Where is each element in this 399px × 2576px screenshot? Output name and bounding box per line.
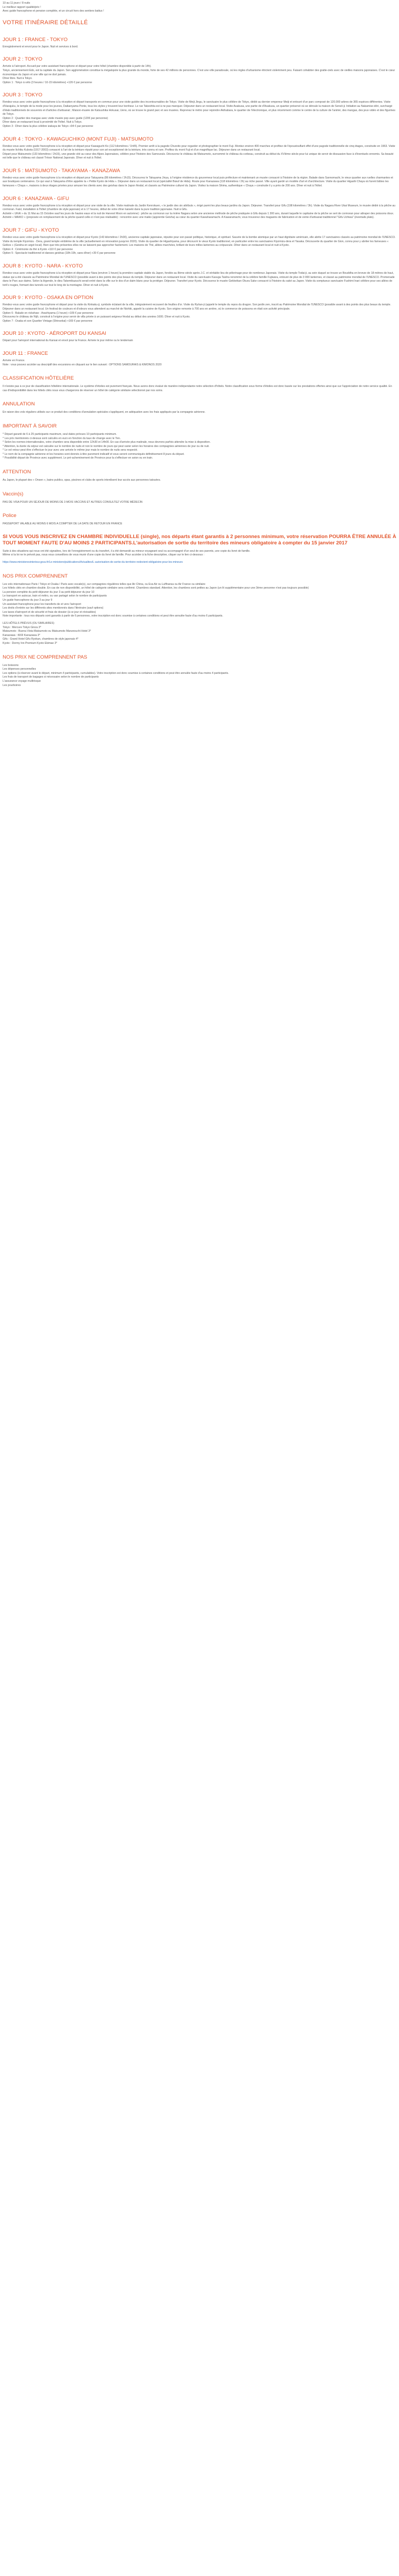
single-room-alert: SI VOUS VOUS INSCRIVEZ EN CHAMBRE INDIVIDUELLE (single), nos départs étant garantis à 2 personnes minimum, votre réservation POURRA ÊTRE ANNULÉE À TOUT MOMENT FAUTE D'AU MOINS 2 PARTICIPANTS.L'autorisation de sortie du territoire des mineurs obligatoire à compter du 15 janvier 2017 [3,533,396,546]
itinerary-title: VOTRE ITINÉRAIRE DÉTAILLÉ [3,19,88,26]
day-title: JOUR 5 : MATSUMOTO - TAKAYAMA - KANAZAWA [3,167,121,174]
inclus-item: Note importante : tous nos départs sont garantis à partir de 6 personnes, votre inscription est donc soumise à certaines conditions et peut être annulée faute d'au moins 6 participants. [3,614,223,618]
day-description: Rendez-vous avec votre guide francophone à la réception et départ transports en commun pour une visite guidée des incontournables de Tokyo. Visite de Meiji Jingu, le sanctuaire le plus célèbre de Tokyo, dédié au dernier empereur Meiji et entouré d'un parc composé de 120.000 arbres de 365 espèces différentes. Visite d'Harajuku, le temple de la mode pour les jeunes, Daikanyama Ponte, tous les styles y trouvent leur bonheur. Le rue Takeshita est à ne pas manquer. Déjeuner dans un restaurant local. Visite Asakusa, une partie de d'Asakusa, un quartier préservé où se déroule la maison de Sensō-ji. Initiation au Nakamise-dōri, surchargé d'étals traditionnels de souvenirs et d'articles d'artisanat ; Maison-musée de Katsushika Hokusai, Ueno, où se trouve le grand parc et ses musées. Reprenez le métro pour rejoindre Akihabara, le quartier de l'électronique, et plus récemment comme le centre de la culture de l'animé, des mangas, des jeux vidéo et des figurines de Tokyo. Option 2 : Quartier des mangas avec visite musée pop avec guide (120€ par personne) Dîner dans un restaurant local à proximité de l'hôtel. Nuit à Tokyo. Option 3 : Dîner dans la plus célèbre izakaya de Tokyo +94 € par personne [3,101,396,128]
alert-body: Suite à des situations qui nous ont été signalées, lors de l'enregistrement ou du transfert, il a été demandé au mineur voyageant seul ou accompagné d'un seul de ses parents, une copie du livret de famille. Même si la loi ne le prévoit pas, nous vous conseillons de vous munir d'une copie du livret de famille. Pour accéder à la fiche descriptive, cliquer sur le lien ci-dessous : [3,549,251,557]
exclus-item: L'assurance voyage multirisque [3,679,41,683]
inclus-item: Un guide francophone du jour 3 au jour 9 [3,599,53,602]
intro-text: Avec guide francophone et pension complète, et un circuit hors des sentiers battus ! [3,9,104,13]
day-description: Arrivée à l'aéroport. Accueil par votre assistant francophone et départ pour votre hôtel (chambre disponible à partir de 14h). Tokyo, anciennement Edo, est la capitale du Japon. Son agglomération constitue la mégalopole la plus grande du monde, forte de ses 42 millions de personnes. C'est une ville paradoxale, où les règles d'urbanisme étrictent violemment peu. Faisant cohabiter des gratte-ciels avec de vieilles maisons japonaises. C'est le cœur économique du Japon et une ville qui ne dort jamais. Dîner libre. Nuit à Tokyo. Option 1 : Tokyo à vélo (3 heures / 10-15 kilomètres) +126 € par personne [3,65,395,84]
important-item: * Selon les normes internationales, votre chambre sera disponible entre 12h30 et 14h00. En cas d'arrivée plus matinale, nous devrons parfois attendre la mise à disposition. [3,441,211,444]
hotels-list [3,626,396,646]
important-title: IMPORTANT À SAVOIR [3,423,57,429]
inclus-item: Les taxes d'aéroport et de sécurité et frais de dossier (à ce jour et révisables) [3,610,96,614]
important-item: * Le vol retour peut être s'effectuer le jour avec une arrivée le même jour mais le nombre de nuits sera respecté. [3,449,138,452]
exclus-item: Les options (à réserver avant le départ, minimum 4 participants, cumulables). Votre inscription est donc soumise à certaines conditions et peut être annulée faute d'au moins 4 participants. [3,671,229,675]
inclus-item: Les hôtels cités en chambre double. En cas de non disponibilité, un hôtel de catégorie similaire sera confirmé. Chambres standard. Attention, les chambres sont petites au Japon (un lit supplémentaire pour une 3ème personne n'est pas toujours possible) [3,586,309,590]
day-description: Départ pour l'aéroport international du Kansai et envol pour la France. Arrivée le jour même ou le lendemain [3,339,133,343]
day-title: JOUR 8 : KYOTO - NARA - KYOTO [3,263,83,269]
exclus-item: Les frais de transport de bagages si nécessaire selon le nombre de participants [3,675,99,679]
intro-block [3,2,396,14]
day-description: Rendez-vous avec votre guide francophone à la réception et départ pour Kyoto (143 kilomètres / 2h30), ancienne capitale japonaise, réputée pour son passé politique, historique, et spirituel. Sauvée de la bombe atomique par un haut dignitaire américain, elle abrite 17 sanctuaires classés au patrimoine mondial de l'UNESCO. Visite du temple Kiyomizu - Dera, grand temple emblème de la ville (actuellement en rénovation jusqu'en 2020). Visite du quartier de Higashiyama, pour découvrir le vieux Kyoto traditionnel, en particulier entre les sanctuaires Kiyomizu-dera et Yasaka. Découverte du quartier de Gion, connu pour y abriter les fameuses « Geikos » (Geisha en argot local). Bien que très présentes elles ne se laissent pas approcher facilement. Les maisons de Thé, allées marchées, brillant de leurs milles lanternes au crépuscule. Dîner dans un restaurant local et nuit à Kyoto. Option 4 : Cérémonie du thé à Kyoto +110 € par personne Option 5 : Spectacle traditionnel et danses geishas (18h-19h, sans dîner) +39 € par personne [3,236,396,255]
exclus-item: Les boissons [3,663,19,667]
inclus-list [3,583,396,619]
hotel-item: Tokyo : Mercure Tokyo Ginza 3* [3,625,42,629]
important-item: * Départ garanti de 6 à 25 participants maximum, seul dates prévues 10 participants minimum. [3,432,117,436]
vaccin-text: PAS DE VISA POUR UN SÉJOUR DE MOINS DE 3 MOIS VACCINS ET AUTRES CONSULTEZ VOTRE MÉDECIN [3,500,143,504]
day-title: JOUR 4 : TOKYO - KAWAGUCHIKO (MONT FUJI) - MATSUMOTO [3,136,154,142]
exclus-item: Les dépenses personnelles [3,668,36,671]
inclus-item: Les droits d'entrée sur les différents sites mentionnés dans l'itinéraire (sauf options) [3,606,104,610]
day-description: Arrivée en France. Note : vous pouvez accéder au descriptif des excursions en cliquant sur le lien suivant : OPTIONS SAMOURAIS & KIMONOS 2020 [3,359,162,366]
vaccin-title: Vaccin(s) [3,491,24,497]
duration-text: 10 au 11 jours / 8 nuits [3,2,31,5]
day-title: JOUR 11 : FRANCE [3,350,48,356]
exclus-title: NOS PRIX NE COMPRENNENT PAS [3,654,87,660]
hotel-item: Kyoto : Dormy Inn Premium Kyoto Ekimae 3* [3,641,57,645]
page [0,0,399,688]
attention-text: Au Japon, le plupart des « Onsen », bains publics, spas, piscines et clubs de sports interdisent leur accès aux personnes tatouées. [3,479,161,482]
day-description: Rendez-vous avec votre guide francophone à la réception et départ pour Kawaguchi Ko (112 kilomètres / 1h45). Premier arrêt à la pagode Chureito pour regarder et photographier le mont Fuji. Montez environ 400 marches et profitez de l'époustouflant effet d'une pagode traditionnelle de cinq étages, construite en 1963. Visite du musée Itchiku Kubota (1917-2003) consacré à l'art de la teinture réputé pour son art exceptionnel de la teinture, très connu et rare. Profitez du mont Fuji et d'un magnifique lac. Déjeuner dans un restaurant local. Départ pour Matsumoto (133 kilomètres / 2h15), une grande cité au cœur des Alpes Japonaises, célèbre pour l'histoire des Samouraïs. Découvrez le château de Matsumoto, surnommé le château du corbeau, construit au début du XVIème siècle pour lui unique de servir de dissuasion face à d'éventuels ennemis. Sa beauté est telle que le château est classé Trésor National Japonais. Dîner et nuit à l'hôtel. [3,144,395,160]
annulation-title: ANNULATION [3,401,35,407]
hotels-title: LES HÔTELS PRÉVUS (OU SIMILAIRES) [3,621,55,625]
attention-title: ATTENTION [3,469,31,475]
classification-text: Il n'existe pas à ce jour de classification hôtelière internationale. Le système d'étoiles est purement français. Nous avons donc évalué de manière indépendante notre sélection d'hôtels. Notre classification sous forme d'étoiles est donc basée sur les prestations offertes ainsi que sur l'appréciation de notre service qualité. En cas d'indisponibilité dans les hôtels cités nous vous chargerons de réserver un hôtel de catégorie similaire sélectionné par nos soins. [3,385,392,392]
inclus-item: Les vols internationaux Paris / Tokyo et Osaka / Paris avec escale(s), sur compagnies régulières telles que Air China, ou Eva Air ou Lufthansa ou Air France ou similaire [3,582,206,586]
important-item: * Le nom de la compagnie aérienne et les horaires sont donnés à titre purement indicatif et vous seront communiqués définitivement 8 jours du départ. [3,452,185,456]
hotel-item: Matsumoto : Buena Vista Matsumoto ou Matsumoto Marunouchi Hotel 3* [3,630,91,633]
inclus-item: Un assistant francophone pour les transferts de et vers l'aéroport [3,602,81,606]
important-item: * Attention, la durée du séjour est calculée sur le nombre de nuits et non le nombre de jours qui peut varier selon les horaires des compagnies aériennes de jour ou de nuit. [3,444,210,448]
tagline-text: Le meilleur rapport qualité/prix ! [3,5,41,9]
day-title: JOUR 2 : TOKYO [3,56,43,63]
hotel-item: Gifu : Grand Hotel Gifu Ryokan, chambres de style japonais 4* [3,638,78,641]
exclus-item: Les pourboires [3,683,21,687]
day-description: Rendez-vous avec votre guide francophone à la réception et départ pour une visite de la ville. Visite matinale du Jardin Kenrokuen, « le jardin des six attributs », érigé parmi les plus beaux jardins du Japon. Déjeuner. Transfert pour Gifu (198 kilomètres / 3h). Visite du Nagara River Ukai Museum, le musée dédié à la pêche au cormoran. Faisl, installation à l'hôtel (chambre de style japonais) et à 17 heures, début de votre dîner kaiseki dans la pure tradition japonaise. Nuit à Gifu. Activité « UKAI » du 11 Mai au 15 Octobre sauf les jours de hautes eaux et la nuit de Harvest Moon en automne) : pêche au cormoran sur la rivière Nagara selon une ancienne méthode de pêche pratiquée à Gifu depuis 1 300 ans, durant laquelle le capitaine de la pêche se sert de cormoran pour attraper des poissons doux. Activité « MAIKO » (proposée en remplacement de la pêche quand celle-ci n'est pas réalisable) : rencontre avec une maiko (apprentie Geisha) au cœur du quartier Kawaharamachi. A Kawaramachi, vous trouverez des magasins de fabrication et de vente d'artisanat traditionnel "Gifu Uchiwa" (éventails plats). [3,204,396,220]
important-item: * Possibilité départ de Province avec supplément. Le pré-acheminement de Province pour la s'effectuer en avion ou en train. [3,456,153,460]
day-description: Rendez-vous avec votre guide francophone à la réception et départ pour Nara (environ 1 heure) la première capitale stable du Japon, fondée au 8ème siècle après J.C. et véritable lieu de pèlerinage pour de nombreux Japonais. Visite du temple Todai-ji, au sein duquel se trouve un Bouddha en bronze de 18 mètres de haut, statue qui a été classée au Patrimoine Mondial de l'UNESCO (possible avant à des points des plus beaux du temple. Déjeuner dans un restaurant local. Visite du sanctuaire Kasuga Taisha renommé de la célèbre famille Fujiwara, entouré de plus de 3 000 lanternes, et classé au patrimoine mondial de l'UNESCO. Promenade dans le Parc aux daims. Selon la légende, le dieu Takemikazuchi serait entré dans la ville sur le dos d'un daim blanc pour la protéger. Déjeuner. Transfert pour Kyoto. Découvrez le musée Gekkeikan Okura Sake consacré à l'histoire du saké au Japon. Visite du somptueux sanctuaire Fushimi Inari célèbre pour ses allées de torii's rouges, formant des tunnels sur tout le long de la montagne. Dîner et nuit à Kyoto. [3,272,395,287]
inclus-title: NOS PRIX COMPRENNENT [3,573,68,579]
day-title: JOUR 1 : FRANCE - TOKYO [3,36,68,43]
important-list [3,433,396,461]
day-title: JOUR 7 : GIFU - KYOTO [3,227,59,234]
itinerary-days [3,37,396,367]
police-text: PASSEPORT VALABLE AU MOINS 6 MOIS A COMPTER DE LA DATE DE RETOUR EN FRANCE [3,522,123,526]
day-title: JOUR 6 : KANAZAWA - GIFU [3,195,69,202]
exclus-list [3,664,396,688]
classification-title: CLASSIFICATION HÔTELIÈRE [3,375,74,382]
day-title: JOUR 9 : KYOTO - OSAKA EN OPTION [3,295,94,301]
police-title: Police [3,513,17,519]
day-description: Rendez-vous avec votre guide francophone et départ pour la visite du Kinkaku-ji, symbole éclatant de la ville, intégralement recouvert de feuilles d'or. Visite du Ryōan-ji (appelé le temple du repos du dragon. Son jardin zen, inscrit au Patrimoine Mondial de l'UNESCO (possible avant à des points des plus beaux du temple. Déjeuner dans un restaurant local. Un festival de couleurs et d'odeurs vous attendent au marché de Nishiki, appelé la cuisine de Kyoto. Son origine remonte à 700 ans en arrière, où le commerce de poissons en était son activité principale. Option 6 : Balade en rickshaw - Arashiyama (1 heure) +109 € par personne Découvrez le château de Nijō, construit à l'origine pour servir de villa privée à un puissant seigneur féodal au début des années 1600. Dîner et nuit à Kyoto. Option 7 : Osaka et son Quartier Vintage (Shinsekai) +169 € par personne [3,303,391,323]
hotel-item: Kanazawa : KKR Kanazawa 3* [3,633,41,637]
annulation-text: En raison des vols réguliers utilisés sur ce produit des conditions d'annulation spéciales s'appliquent, en adéquation avec les frais appliqués par la compagnie aérienne. [3,411,206,414]
inclus-item: Le transport en autocar, train et métro, ou van partagé selon le nombre de participants [3,594,107,598]
important-item: * Les prix mentionnés ci-dessus sont calculés en euro en fonction du taux de change avec le Yen. [3,436,121,440]
inclus-item: La pension complète du petit déjeuner du jour 3 au petit déjeuner du jour 10 [3,590,95,594]
day-title: JOUR 3 : TOKYO [3,92,43,98]
ministry-link[interactable]: https://www.ministeresinterieur.gouv.fr/Le-ministere/publications/Actualites/L-autorisation-de-sortie-du-territoire-redevient-obligatoire-pour-les-mineurs [3,561,183,564]
day-description: Enregistrement et envol pour le Japon. Nuit et services à bord. [3,45,78,48]
day-title: JOUR 10 : KYOTO - AÉROPORT DU KANSAI [3,331,106,337]
day-description: Rendez-vous avec votre guide francophone à la réception et départ pour Takayama (86 kilomètres / 2h15). Découvrez le Takayama Jinya, à l'origine résidence du gouverneur local puis préfecture et maintenant un musée consacré à l'histoire de la région. Balade dans Sannomachi, le vieux quartier aux ruelles charmantes et aux boutiques centenaires. Ce qui vaut à Takayama d'être appelée la « Petite Kyoto de Hida ». Déjeuner dans un restaurant local (spécialité Bœuf de Hida). Route pour Kanazawa (118 kilomètres / 2h) au riche passé. Ville ayant gardé un modèle d'art et d'architecture. Visite du quartier Higashi Chaya où furent bâties les fameuses « Chaya », maisons à deux étages privées pour amuser les clients avec des geishas dans le Japon féodal, et classés au Patrimoine culturel du Japon. Visitez la maison Shima, authentique « Chaya » construite il y a près de 200 ans. Dîner et nuit à l'hôtel. [3,176,393,188]
